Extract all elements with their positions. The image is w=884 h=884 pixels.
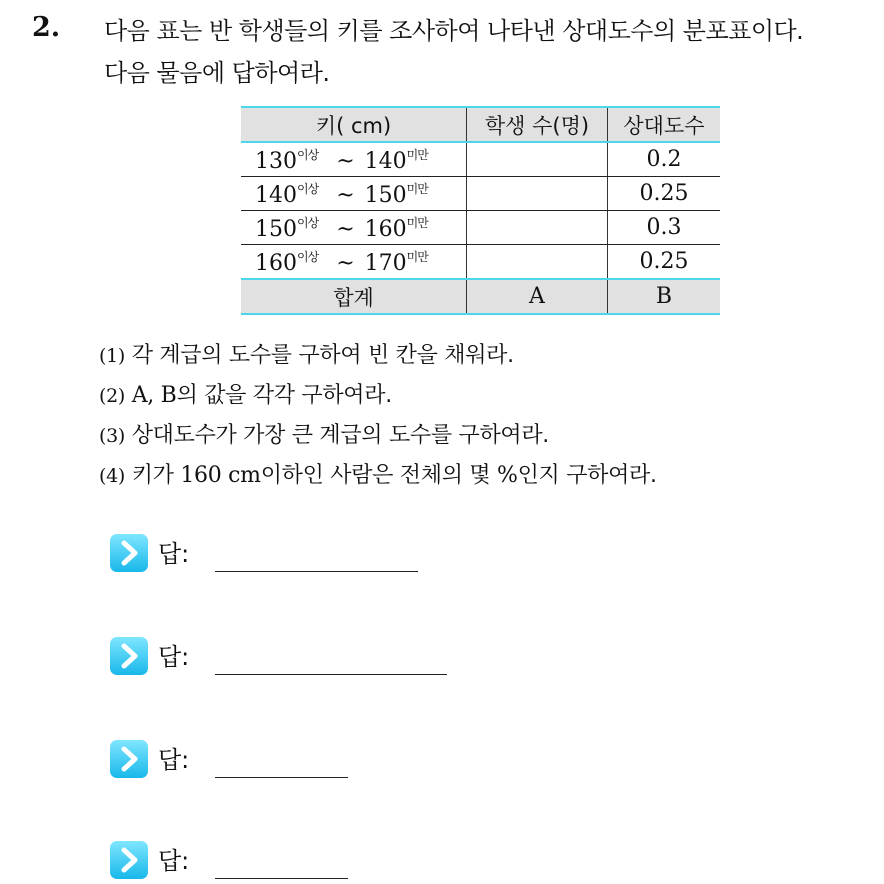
count-cell[interactable] xyxy=(467,177,608,211)
total-relative-frequency: B xyxy=(607,279,720,314)
chevron-right-icon xyxy=(110,740,148,778)
answer-blank-2[interactable] xyxy=(215,674,447,675)
table-row xyxy=(241,211,720,245)
total-label: 합계 xyxy=(241,279,467,314)
table-row xyxy=(241,245,720,280)
answer-label: 답: xyxy=(158,746,190,774)
count-cell[interactable] xyxy=(467,245,608,280)
count-cell[interactable] xyxy=(467,211,608,245)
sub-question-1: (1) 각 계급의 도수를 구하여 빈 칸을 채워라. xyxy=(99,343,514,368)
question-number: 2. xyxy=(32,12,61,43)
chevron-right-icon xyxy=(110,841,148,879)
relative-frequency-cell: 0.3 xyxy=(607,211,720,245)
total-count: A xyxy=(467,279,608,314)
table-header-row xyxy=(241,107,720,142)
question-text-line-2: 다음 물음에 답하여라. xyxy=(104,59,330,87)
answer-label: 답: xyxy=(158,540,190,568)
answer-label: 답: xyxy=(158,643,190,671)
relative-frequency-table xyxy=(241,106,720,315)
table-row xyxy=(241,177,720,211)
count-cell[interactable] xyxy=(467,142,608,177)
header-relative-frequency: 상대도수 xyxy=(607,107,720,142)
answer-label: 답: xyxy=(158,847,190,875)
chevron-right-icon xyxy=(110,534,148,572)
class-range: $150^{이상}$ ~ $160^{미만}$ xyxy=(241,211,467,245)
relative-frequency-cell: 0.2 xyxy=(607,142,720,177)
relative-frequency-cell: 0.25 xyxy=(607,245,720,280)
table-total-row xyxy=(241,279,720,314)
answer-blank-1[interactable] xyxy=(215,571,418,572)
sub-question-2: (2) A, B의 값을 각각 구하여라. xyxy=(99,383,392,408)
sub-question-3: (3) 상대도수가 가장 큰 계급의 도수를 구하여라. xyxy=(99,423,550,448)
header-height: 키( cm) xyxy=(241,107,467,142)
class-range: $130^{이상}$ ~ $140^{미만}$ xyxy=(241,142,467,177)
header-student-count: 학생 수(명) xyxy=(467,107,608,142)
question-text-line-1: 다음 표는 반 학생들의 키를 조사하여 나타낸 상대도수의 분포표이다. xyxy=(104,17,804,45)
answer-blank-4[interactable] xyxy=(215,878,348,879)
relative-frequency-cell: 0.25 xyxy=(607,177,720,211)
table-row xyxy=(241,142,720,177)
class-range: $140^{이상}$ ~ $150^{미만}$ xyxy=(241,177,467,211)
sub-question-4: (4) 키가 160 cm이하인 사람은 전체의 몇 %인지 구하여라. xyxy=(99,463,657,488)
question-text xyxy=(104,10,874,94)
class-range: $160^{이상}$ ~ $170^{미만}$ xyxy=(241,245,467,280)
chevron-right-icon xyxy=(110,637,148,675)
sub-question-list xyxy=(99,336,657,496)
answer-blank-3[interactable] xyxy=(215,777,348,778)
